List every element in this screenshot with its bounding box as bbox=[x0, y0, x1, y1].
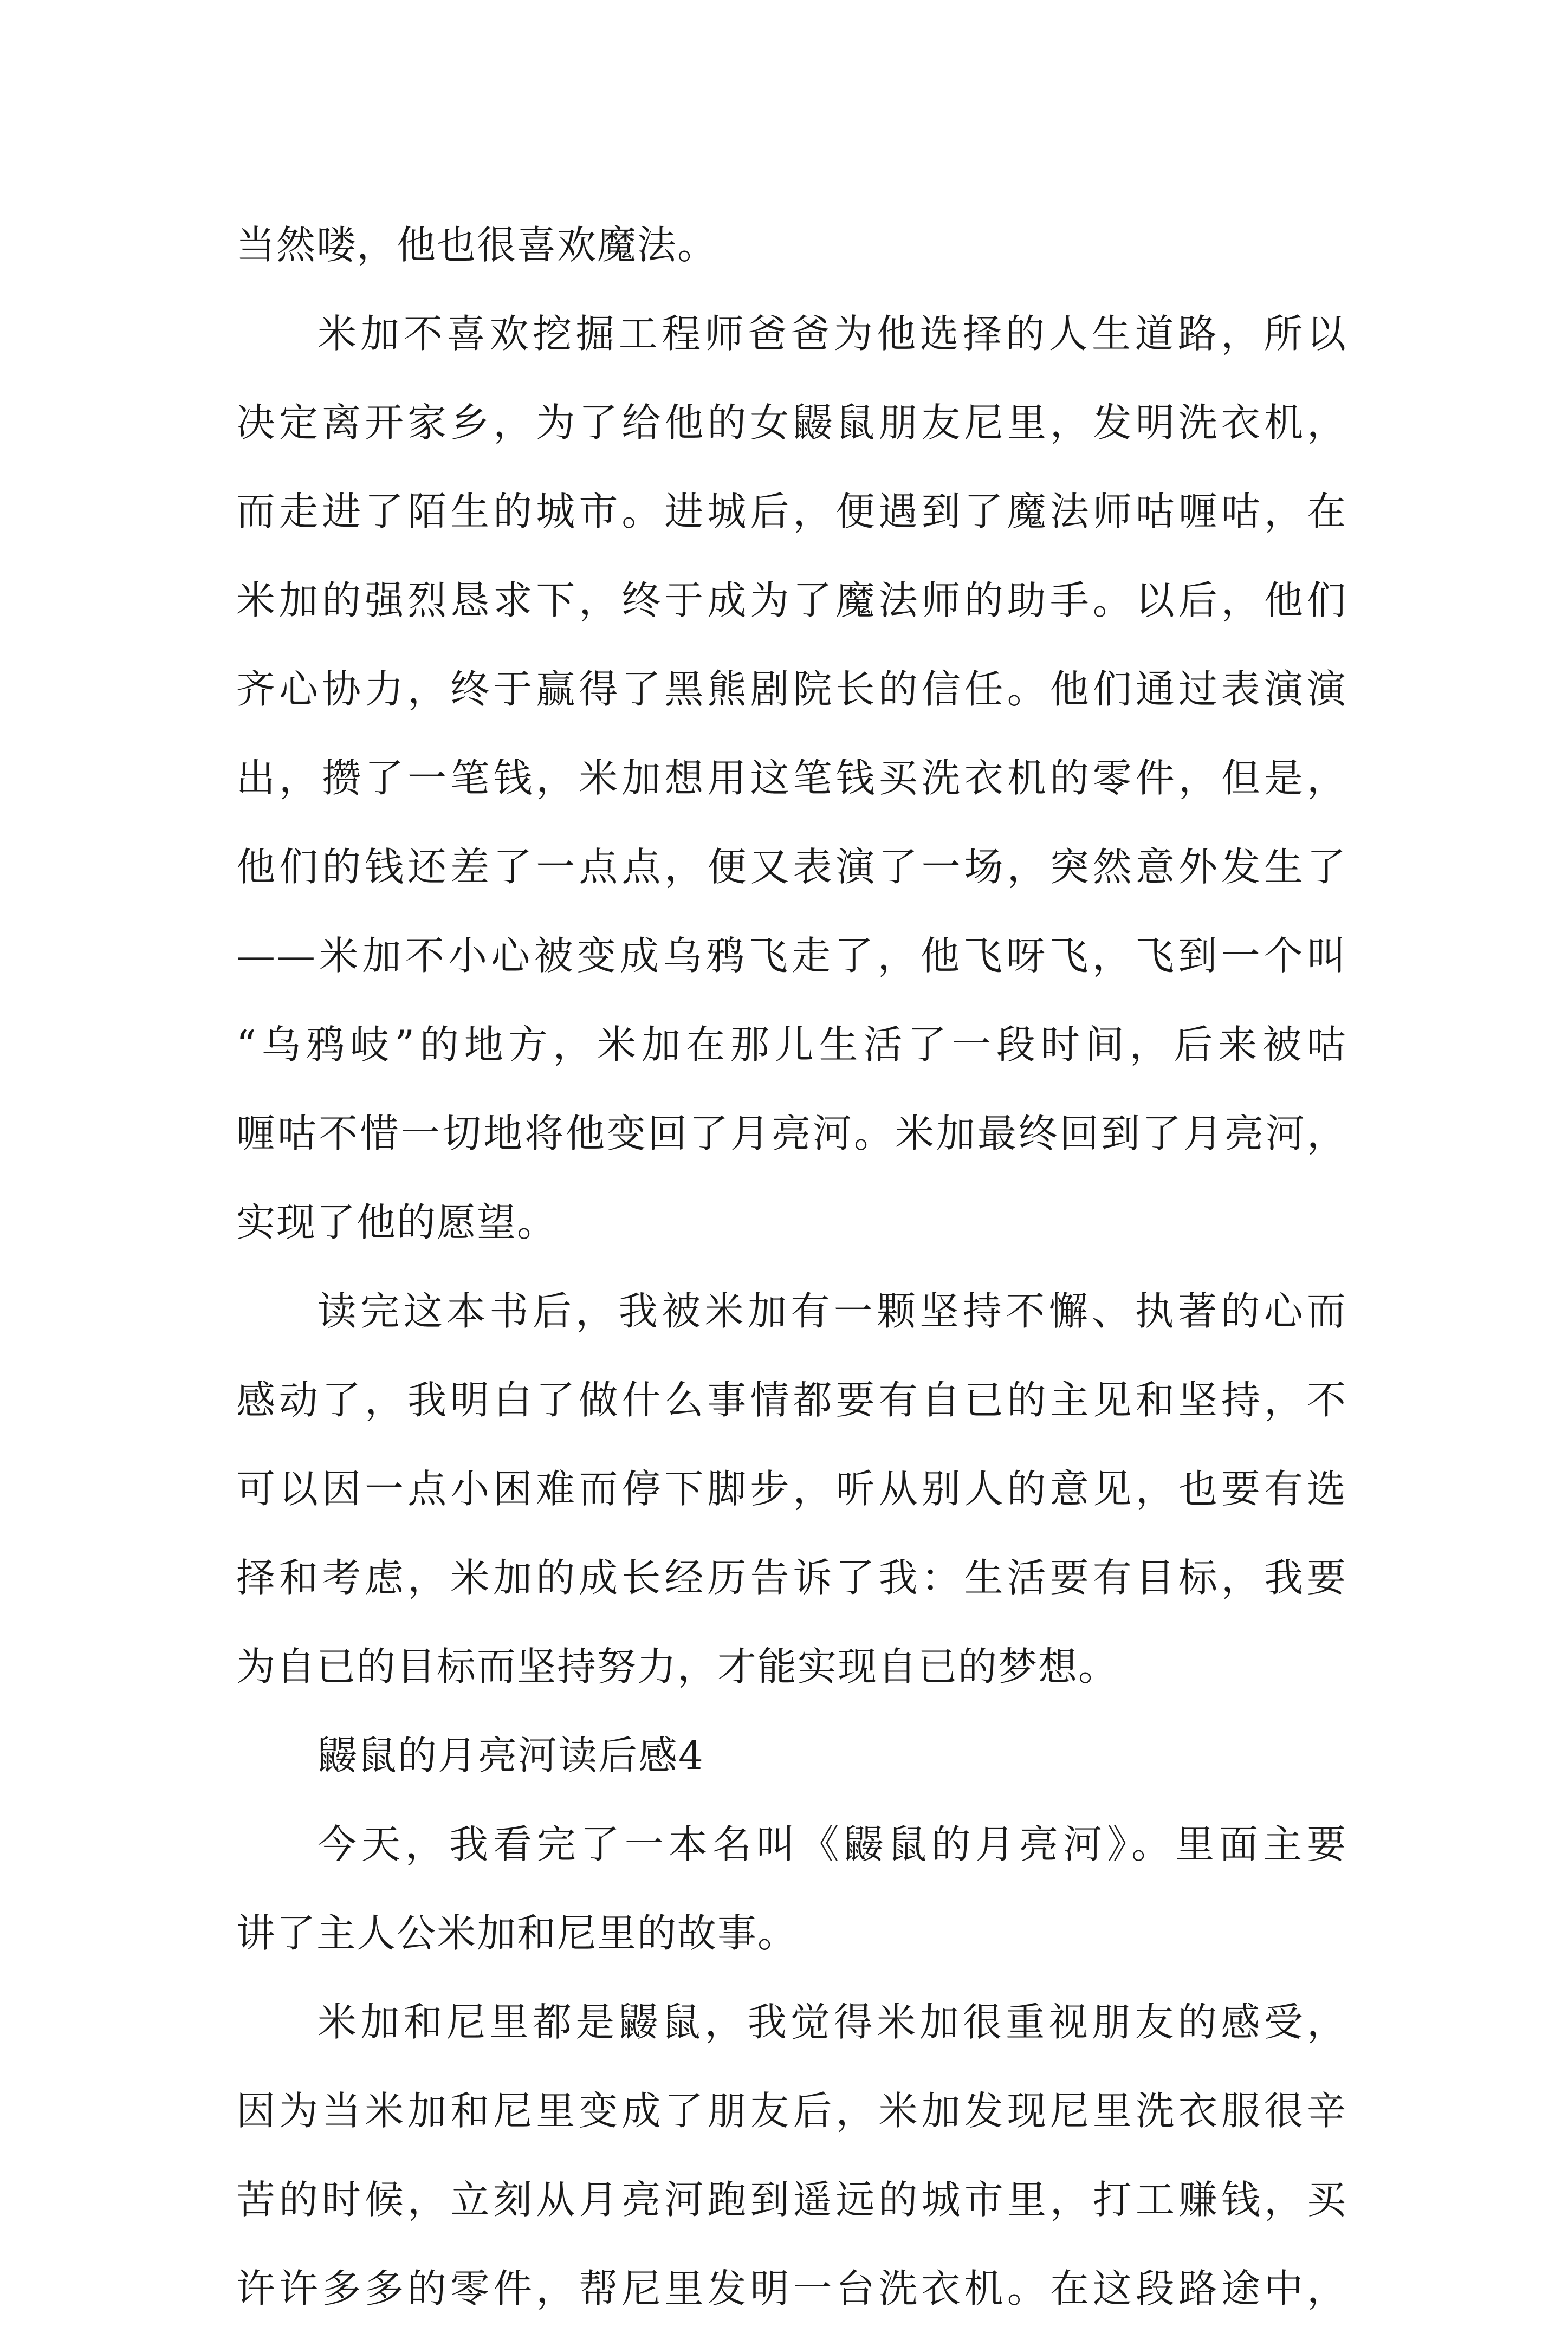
text-line: 可以因一点小困难而停下脚步，听从别人的意见，也要有选 bbox=[236, 1466, 1347, 1512]
text-line: 许许多多的零件，帮尼里发明一台洗衣机。在这段路途中， bbox=[236, 2266, 1347, 2311]
text-line: “乌鸦岐”的地方，米加在那儿生活了一段时间，后来被咕 bbox=[236, 1022, 1347, 1067]
paragraph-first-line: 米加和尼里都是鼹鼠，我觉得米加很重视朋友的感受， bbox=[318, 1999, 1347, 2045]
paragraph-first-line: 米加不喜欢挖掘工程师爸爸为他选择的人生道路，所以 bbox=[318, 311, 1347, 357]
paragraph-first-line: 读完这本书后，我被米加有一颗坚持不懈、执著的心而 bbox=[318, 1288, 1347, 1334]
article-body bbox=[236, 200, 1347, 2333]
text-line: 苦的时候，立刻从月亮河跑到遥远的城市里，打工赚钱，买 bbox=[236, 2177, 1347, 2222]
text-line: 米加的强烈恳求下，终于成为了魔法师的助手。以后，他们 bbox=[236, 578, 1347, 623]
text-line: 出，攒了一笔钱，米加想用这笔钱买洗衣机的零件，但是， bbox=[236, 755, 1347, 801]
text-line: 讲了主人公米加和尼里的故事。 bbox=[236, 1910, 798, 1956]
text-line: 为自已的目标而坚持努力，才能实现自已的梦想。 bbox=[236, 1644, 1119, 1689]
text-line: 而走进了陌生的城市。进城后，便遇到了魔法师咕喱咕，在 bbox=[236, 489, 1347, 534]
text-line: 当然喽，他也很喜欢魔法。 bbox=[236, 222, 718, 268]
text-line: 因为当米加和尼里变成了朋友后，米加发现尼里洗衣服很辛 bbox=[236, 2088, 1347, 2134]
paragraph-first-line: 今天，我看完了一本名叫《鼹鼠的月亮河》。里面主要 bbox=[318, 1822, 1347, 1867]
text-line: 决定离开家乡，为了给他的女鼹鼠朋友尼里，发明洗衣机， bbox=[236, 400, 1347, 445]
text-line: 感动了，我明白了做什么事情都要有自已的主见和坚持，不 bbox=[236, 1377, 1347, 1423]
text-line: 实现了他的愿望。 bbox=[236, 1200, 558, 1245]
text-line: 他们的钱还差了一点点，便又表演了一场，突然意外发生了 bbox=[236, 844, 1347, 890]
text-line: ——米加不小心被变成乌鸦飞走了，他飞呀飞，飞到一个叫 bbox=[236, 933, 1347, 978]
text-line: 喱咕不惜一切地将他变回了月亮河。米加最终回到了月亮河， bbox=[236, 1111, 1347, 1156]
text-line: 择和考虑，米加的成长经历告诉了我：生活要有目标，我要 bbox=[236, 1555, 1347, 1600]
text-line: 齐心协力，终于赢得了黑熊剧院长的信任。他们通过表演演 bbox=[236, 666, 1347, 712]
section-heading: 鼹鼠的月亮河读后感4 bbox=[318, 1733, 704, 1778]
